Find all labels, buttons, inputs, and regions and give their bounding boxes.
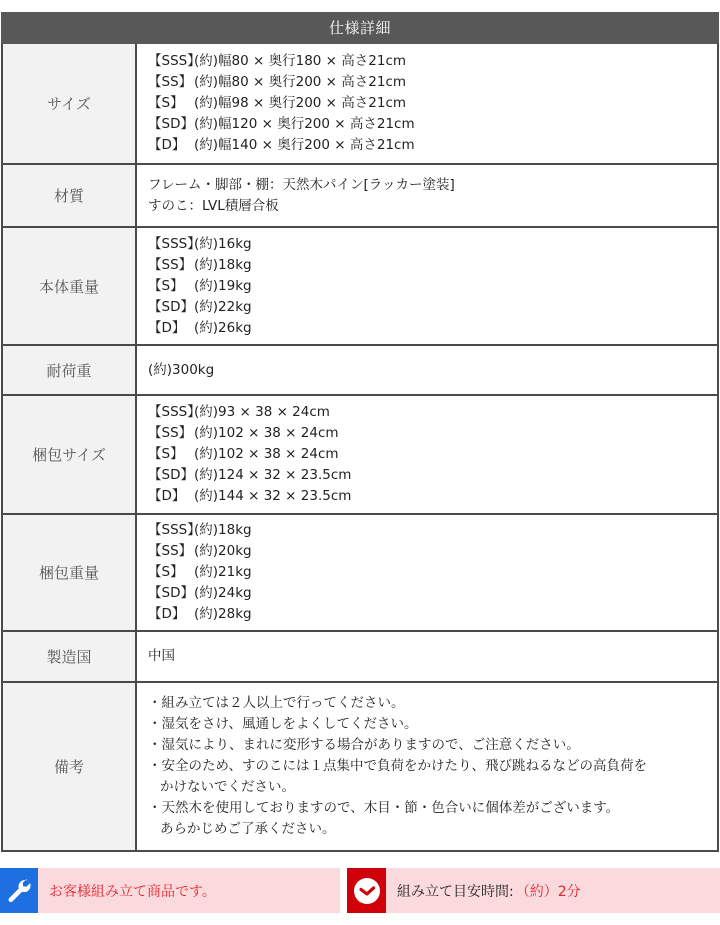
spec-line [148,444,717,465]
spec-text: (約)幅120 × 奥行200 × 高さ21cm [194,116,415,132]
spec-line [148,51,717,72]
spec-label: 本体重量 [3,228,137,344]
assembly-time-value: （約）2分 [515,883,581,900]
spec-line [148,465,717,486]
self-assembly-banner [0,868,340,913]
spec-text: フレーム・脚部・棚：天然木パイン[ラッカー塗装] [148,176,455,193]
spec-line [148,318,717,339]
spec-line [148,520,717,541]
size-tag: 【S】 [148,564,184,580]
clock-icon [347,868,386,913]
spec-text: (約)幅98 × 奥行200 × 高さ21cm [194,95,407,111]
spec-label: 梱包重量 [3,515,137,630]
note-line [148,819,717,840]
spec-line [148,604,717,625]
spec-text: すのこ：LVL積層合板 [148,197,279,214]
spec-text: (約)22kg [194,298,252,315]
size-tag: 【S】 [148,95,184,111]
spec-line [148,360,717,381]
spec-value [137,165,717,226]
spec-text: (約)300kg [148,361,215,378]
spec-text: (約)24kg [194,585,252,601]
size-tag: 【S】 [148,277,184,294]
spec-line [148,402,717,423]
spec-text: (約)幅140 × 奥行200 × 高さ21cm [194,137,415,153]
spec-value [137,683,717,850]
spec-label: サイズ [3,44,137,163]
spec-text: (約)20kg [194,543,252,559]
spec-line [148,646,717,667]
spec-label: 備考 [3,683,137,850]
spec-label: 製造国 [3,632,137,681]
note-line [148,777,717,798]
spec-text: (約)21kg [194,564,252,580]
spec-line [148,114,717,135]
spec-row [1,346,719,396]
spec-table [1,12,719,852]
spec-line [148,93,717,114]
size-tag: 【SD】 [148,298,194,315]
spec-value [137,632,717,681]
spec-row [1,632,719,683]
spec-text: ・湿気をさけ、風通しをよくしてください。 [148,716,418,732]
size-tag: 【SSS】 [148,235,201,252]
assembly-time-label: 組み立て目安時間: [397,883,514,900]
size-tag: 【SS】 [148,425,193,441]
spec-row [1,44,719,165]
spec-value [137,515,717,630]
spec-text: (約)144 × 32 × 23.5cm [194,488,352,504]
size-tag: 【D】 [148,488,186,504]
spec-text: あらかじめご了承ください。 [160,821,336,837]
size-tag: 【SSS】 [148,53,201,69]
spec-text: (約)102 × 38 × 24cm [194,446,339,462]
size-tag: 【D】 [148,137,186,153]
spec-value [137,346,717,394]
spec-line [148,72,717,93]
spec-value [137,44,717,163]
note-line [148,714,717,735]
spec-text: (約)19kg [194,277,252,294]
spec-rows [1,44,719,852]
note-line [148,693,717,714]
spec-line [148,175,717,196]
spec-line [148,541,717,562]
spec-row [1,165,719,228]
spec-text: (約)幅80 × 奥行200 × 高さ21cm [194,74,407,90]
spec-line [148,255,717,276]
wrench-icon [0,868,38,913]
spec-text: ・安全のため、すのこには１点集中で負荷をかけたり、飛び跳ねるなどの高負荷を [148,758,647,774]
spec-text: ・湿気により、まれに変形する場合がありますので、ご注意ください。 [148,737,580,753]
spec-text: (約)124 × 32 × 23.5cm [194,467,352,483]
size-tag: 【D】 [148,606,186,622]
spec-label: 材質 [3,165,137,226]
note-line [148,798,717,819]
spec-line [148,297,717,318]
spec-text: 中国 [148,648,175,664]
size-tag: 【SD】 [148,116,194,132]
spec-line [148,423,717,444]
spec-value [137,228,717,344]
size-tag: 【SSS】 [148,404,201,420]
size-tag: 【SS】 [148,256,193,273]
spec-line [148,135,717,156]
spec-text: (約)93 × 38 × 24cm [194,404,330,420]
spec-line [148,486,717,507]
spec-text: (約)102 × 38 × 24cm [194,425,339,441]
spec-label: 耐荷重 [3,346,137,394]
spec-text: (約)18kg [194,522,252,538]
size-tag: 【SD】 [148,467,194,483]
spec-row [1,396,719,515]
size-tag: 【SSS】 [148,522,201,538]
spec-label: 梱包サイズ [3,396,137,513]
size-tag: 【SD】 [148,585,194,601]
spec-row [1,228,719,346]
size-tag: 【SS】 [148,74,193,90]
assembly-time-banner [347,868,720,913]
spec-text: (約)18kg [194,256,252,273]
size-tag: 【SS】 [148,543,193,559]
spec-table-title: 仕様詳細 [1,12,719,44]
spec-text: (約)幅80 × 奥行180 × 高さ21cm [194,53,407,69]
spec-line [148,196,717,217]
spec-text: ・天然木を使用しておりますので、木目・節・色合いに個体差がございます。 [148,800,620,816]
spec-text: ・組み立ては２人以上で行ってください。 [148,695,405,711]
spec-text: (約)26kg [194,319,252,336]
note-line [148,756,717,777]
spec-text: (約)28kg [194,606,252,622]
self-assembly-text: お客様組み立て商品です。 [49,883,216,900]
size-tag: 【S】 [148,446,184,462]
size-tag: 【D】 [148,319,186,336]
spec-row [1,683,719,852]
spec-line [148,234,717,255]
spec-row [1,515,719,632]
spec-line [148,276,717,297]
spec-text: (約)16kg [194,235,252,252]
spec-line [148,562,717,583]
spec-value [137,396,717,513]
note-line [148,735,717,756]
spec-line [148,583,717,604]
spec-text: かけないでください。 [160,779,295,795]
